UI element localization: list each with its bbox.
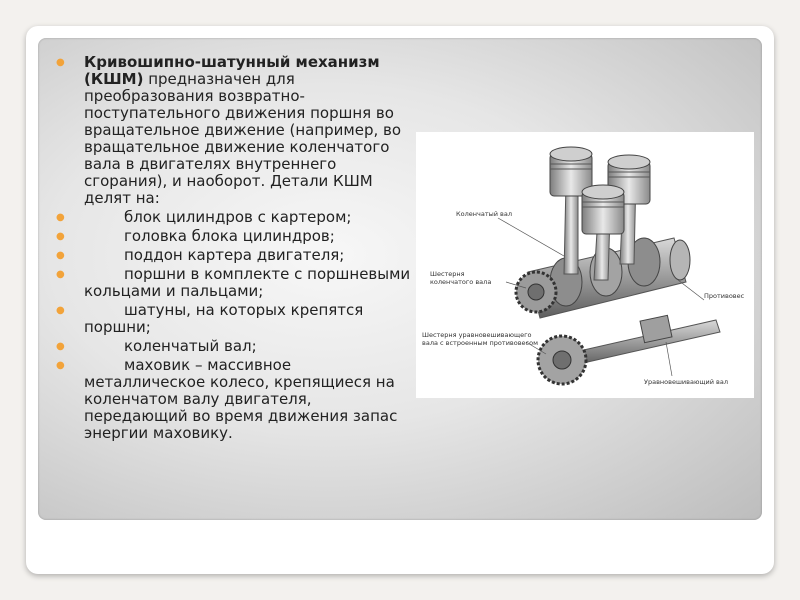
list-item-text: поршни в комплекте с поршневыми кольцами и пальцами; [84,265,411,300]
intro-item [56,54,412,207]
bullet-icon: ● [56,269,65,280]
label-crankshaft: Коленчатый вал [456,210,512,218]
bullet-icon: ● [56,231,65,242]
list-item [56,209,412,226]
bullet-icon: ● [56,360,65,371]
list-item-text: поддон картера двигателя; [124,246,345,264]
label-balance-gear-1: Шестерня уравновешивающего [422,331,532,339]
list-item-text: маховик – массивное металлическое колесо, крепящиеся на коленчатом валу двигателя, передающий во время движения запас энергии маховику. [84,356,398,442]
list-item [56,228,412,245]
bullet-icon: ● [56,212,65,223]
list-item-text: коленчатый вал; [124,337,257,355]
text-block [56,54,412,444]
crank-mechanism-illustration [416,132,754,398]
list-item [56,266,412,300]
balance-gear [538,336,586,384]
balance-shaft [566,315,720,366]
intro-title: Кривошипно-шатунный механизм (КШМ) [84,53,380,88]
engine-figure [416,132,754,398]
bullet-icon: ● [56,305,65,316]
intro-text: предназначен для преобразования возвратно-поступательного движения поршня во вращательное движение (например, во вращательное движение коленчатого вала в двигателях внутреннего сгорания), и наоборот. Детали КШМ делят на: [84,70,402,207]
list-item-text: блок цилиндров с картером; [124,208,352,226]
bullet-icon: ● [56,250,65,261]
list-item [56,302,412,336]
list-item-text: шатуны, на которых крепятся поршни; [84,301,364,336]
label-balance-gear-2: вала с встроенным противовесом [422,339,539,347]
list-item [56,357,412,442]
crank-gear [516,272,556,312]
bullet-icon: ● [56,57,65,68]
label-crank-gear-2: коленчатого вала [430,278,492,286]
label-crank-gear-1: Шестерня [430,270,465,278]
list-item [56,338,412,355]
list-item [56,247,412,264]
label-counterweight: Противовес [704,292,745,300]
list-item-text: головка блока цилиндров; [124,227,335,245]
label-balance-shaft: Уравновешивающий вал [644,378,729,386]
bullet-icon: ● [56,341,65,352]
